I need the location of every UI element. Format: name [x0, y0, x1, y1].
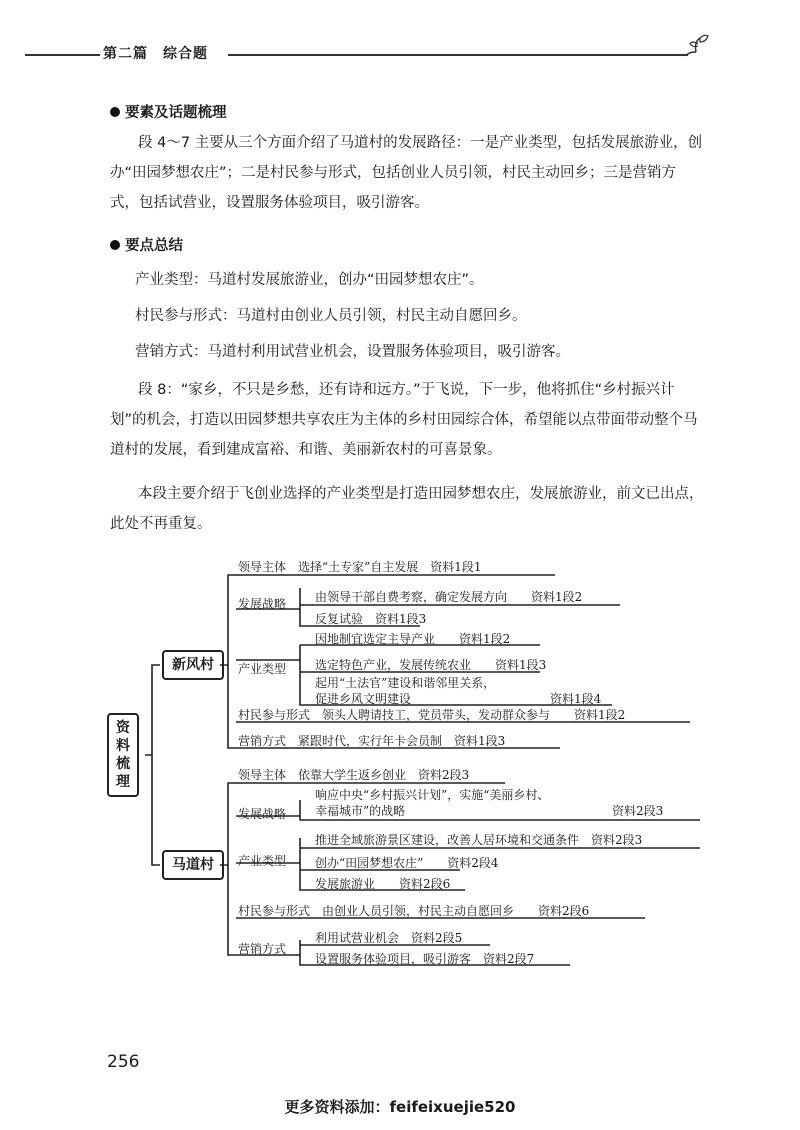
md-strategy-a3: 资料2段3 [612, 804, 664, 818]
key-point-marketing: 营销方式：马道村利用试营业机会，设置服务体验项目，吸引游客。 [135, 344, 570, 360]
paragraph-8: 段 8：“家乡，不只是乡愁，还有诗和远方。”于飞说，下一步，他将抓住“乡村振兴计划”的机会，打造以田园梦想共享农庄为主体的乡村田园综合体，希望能以点带面带动整个马道村的发展，看到建成富裕、和谐、美丽新农村的可喜景象。 [110, 382, 698, 458]
paragraph-9: 本段主要介绍于飞创业选择的产业类型是打造田园梦想农庄，发展旅游业，前文已出点，此处不再重复。 [110, 486, 704, 532]
md-industry-b: 创办“田园梦想农庄” 资料2段4 [315, 856, 499, 870]
paragraph-summary: 段 4～7 主要从三个方面介绍了马道村的发展路径：一是产业类型，包括发展旅游业，创办“田园梦想农庄”；二是村民参与形式，包括创业人员引领，村民主动回乡；三是营销方式，包括试营业，设置服务体验项目，吸引游客。 [110, 135, 703, 211]
md-industry: 产业类型 [238, 854, 287, 868]
md-strategy-a1: 响应中央“乡村振兴计划”，实施“美丽乡村、 [315, 788, 550, 802]
md-marketing-b: 设置服务体验项目，吸引游客 资料2段7 [315, 952, 535, 966]
md-leadership: 领导主体 依靠大学生返乡创业 资料2段3 [238, 768, 470, 782]
xf-industry-c3: 资料1段4 [550, 692, 602, 706]
md-strategy: 发展战略 [238, 807, 287, 821]
xf-industry-c1: 起用“土法官”建设和谐邻里关系， [315, 676, 496, 690]
xf-strategy-a: 由领导干部自费考察，确定发展方向 资料1段2 [315, 590, 583, 604]
footer-contact: 更多资料添加：feifeixuejie520 [284, 1098, 516, 1116]
heading-elements: 要素及话题梳理 [110, 101, 227, 122]
md-marketing-a: 利用试营业机会 资料2段5 [315, 931, 463, 945]
page-header-title: 第二篇 综合题 [103, 46, 208, 62]
xf-leadership: 领导主体 选择“土专家”自主发展 资料1段1 [238, 560, 482, 574]
xf-industry-c2: 促进乡风文明建设 [315, 692, 412, 706]
xf-industry-b: 选定特色产业，发展传统农业 资料1段3 [315, 658, 547, 672]
xf-participation: 村民参与形式 领头人聘请技工，党员带头，发动群众参与 资料1段2 [238, 708, 626, 722]
key-point-industry: 产业类型：马道村发展旅游业，创办“田园梦想农庄”。 [135, 272, 484, 288]
village-xinfeng: 新风村 [162, 650, 224, 680]
page-number: 256 [107, 1052, 140, 1072]
village-madao: 马道村 [162, 850, 224, 880]
xf-strategy: 发展战略 [238, 597, 287, 611]
md-industry-a: 推进全域旅游景区建设，改善人居环境和交通条件 资料2段3 [315, 833, 643, 847]
xf-industry-a: 因地制宜选定主导产业 资料1段2 [315, 632, 511, 646]
xf-marketing: 营销方式 紧跟时代，实行年卡会员制 资料1段3 [238, 734, 506, 748]
xf-industry: 产业类型 [238, 662, 287, 676]
md-industry-c: 发展旅游业 资料2段6 [315, 877, 451, 891]
xf-strategy-b: 反复试验 资料1段3 [315, 612, 427, 626]
key-point-participation: 村民参与形式：马道村由创业人员引领，村民主动自愿回乡。 [135, 308, 527, 324]
mindmap-root: 资料梳理 [107, 713, 139, 797]
md-participation: 村民参与形式 由创业人员引领，村民主动自愿回乡 资料2段6 [238, 904, 590, 918]
heading-key-points: 要点总结 [110, 234, 183, 255]
md-marketing: 营销方式 [238, 942, 287, 956]
md-strategy-a2: 幸福城市”的战略 [315, 804, 406, 818]
